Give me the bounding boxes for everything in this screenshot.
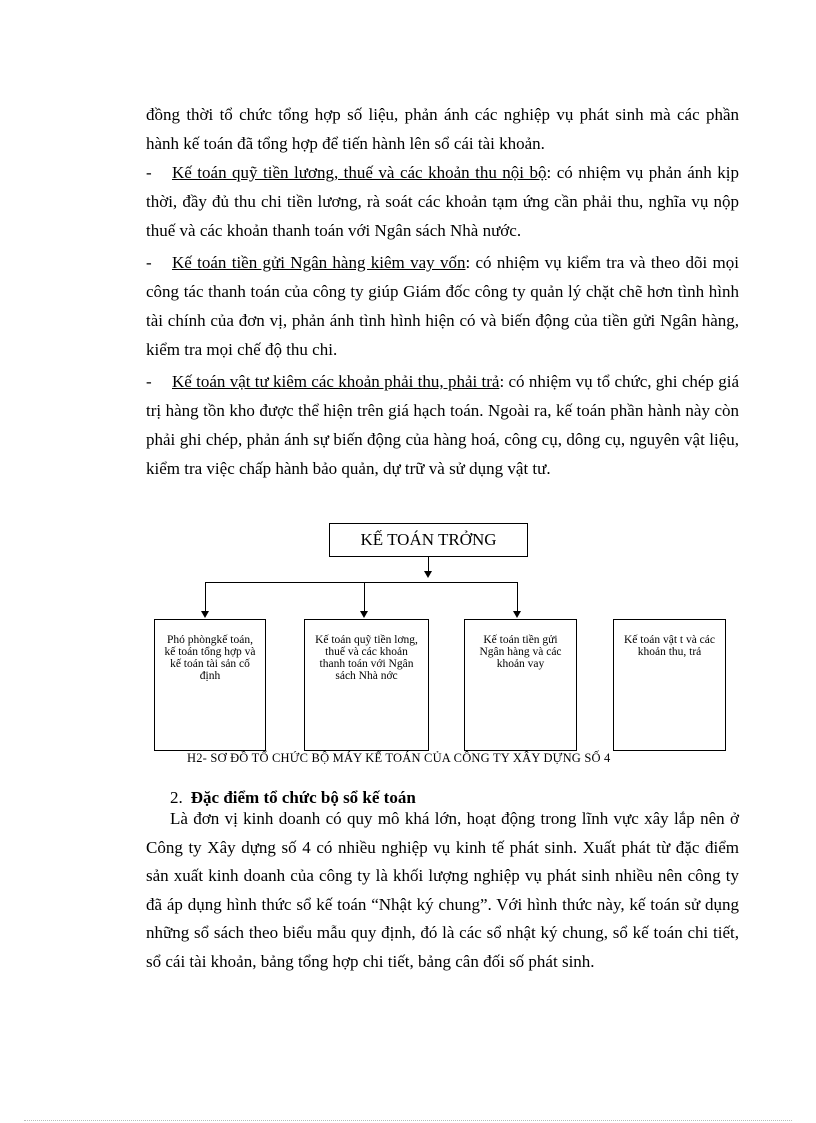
text-bank-accountant: : có nhiệm vụ kiểm tra và theo dõi mọi công tác thanh toán của công ty giúp Giám đốc công ty quản lý chặt chẽ hơn tình hình tài chính của đơn vị, phản ánh tình hình hiện có và biến động của tiền gửi Ngân hàng, kiểm tra mọi chế độ thu chi.: [146, 253, 739, 359]
bank-accountant-box: Kế toán tiền gửi Ngân hàng và các khoản vay: [464, 619, 577, 751]
text-salary-accountant: : có nhiệm vụ phản ánh kịp thời, đầy đủ thu chi tiền lương, rà soát các khoản tạm ứng cần phải thu, nghĩa vụ nộp thuế và các khoản thanh toán với Ngân sách Nhà nước.: [146, 163, 740, 240]
arrow-root: [424, 571, 432, 578]
paragraph-salary-accountant: [146, 158, 739, 245]
paragraph-intro: đồng thời tổ chức tổng hợp số liệu, phản ánh các nghiệp vụ phát sinh mà các phần hành kế toán đã tổng hợp để tiến hành lên sổ cái tài khoản.: [146, 105, 739, 153]
text-materials-accountant: : có nhiệm vụ tổ chức, ghi chép giá trị hàng tồn kho được thể hiện trên giá hạch toán. Ngoài ra, kế toán phần hành này còn phải ghi chép, phản ánh sự biến động của hàng hoá, công cụ, dông cụ, nguyên vật liệu, kiểm tra việc chấp hành bảo quản, dự trữ và sử dụng vật tư.: [146, 372, 739, 478]
section-paragraph: Là đơn vị kinh doanh có quy mô khá lớn, hoạt động trong lĩnh vực xây lắp nên ở Công ty Xây dựng số 4 có nhiều nghiệp vụ kinh tế phát sinh. Xuất phát từ đặc điểm sản xuất kinh doanh của công ty là khối lượng nghiệp vụ phát sinh nhiều nên công ty đã áp dụng hình thức sổ kế toán “Nhật ký chung”. Với hình thức này, kế toán sử dụng những sổ sách theo biểu mẫu quy định, đó là các sổ nhật ký chung, sổ kế toán chi tiết, sổ cái tài khoản, bảng tổng hợp chi tiết, bảng cân đối số phát sinh.: [146, 809, 739, 971]
paragraph-materials-accountant: [146, 367, 739, 483]
connector-root-down: [428, 557, 429, 573]
paragraph-bank-accountant: [146, 248, 739, 364]
section-number: 2.: [170, 788, 183, 807]
materials-accountant-box: Kế toán vật t và các khoản thu, trả: [613, 619, 726, 751]
connector-horizontal: [205, 582, 517, 583]
document-body: [146, 100, 739, 483]
connector-child-3: [517, 582, 518, 612]
heading-salary-accountant: Kế toán quỹ tiền lương, thuế và các khoản thu nội bộ: [172, 163, 547, 182]
heading-materials-accountant: Kế toán vật tư kiêm các khoản phải thu, phải trả: [172, 372, 500, 391]
connector-child-1: [205, 582, 206, 612]
section-body: [146, 805, 739, 976]
deputy-accountant-box: Phó phòngkế toán, kế toán tổng hợp và kế toán tài sản cố định: [154, 619, 266, 751]
arrow-child-1: [201, 611, 209, 618]
chief-accountant-box: KẾ TOÁN TRỞNG: [329, 523, 528, 557]
connector-child-2: [364, 582, 365, 612]
bullet-dash: -: [146, 253, 152, 272]
figure-caption: H2- SƠ ĐỒ TỔ CHỨC BỘ MÁY KẾ TOÁN CỦA CÔNG TY XÂY DỰNG SỐ 4: [187, 751, 611, 765]
arrow-child-2: [360, 611, 368, 618]
section-title: Đặc điểm tổ chức bộ sổ kế toán: [190, 788, 416, 807]
bullet-dash: -: [146, 163, 152, 182]
page-bottom-rule: [24, 1120, 792, 1121]
heading-bank-accountant: Kế toán tiền gửi Ngân hàng kiêm vay vốn: [172, 253, 466, 272]
bullet-dash: -: [146, 372, 152, 391]
arrow-child-3: [513, 611, 521, 618]
salary-accountant-box: Kế toán quỹ tiền lơng, thuế và các khoản thanh toán với Ngân sách Nhà nớc: [304, 619, 429, 751]
